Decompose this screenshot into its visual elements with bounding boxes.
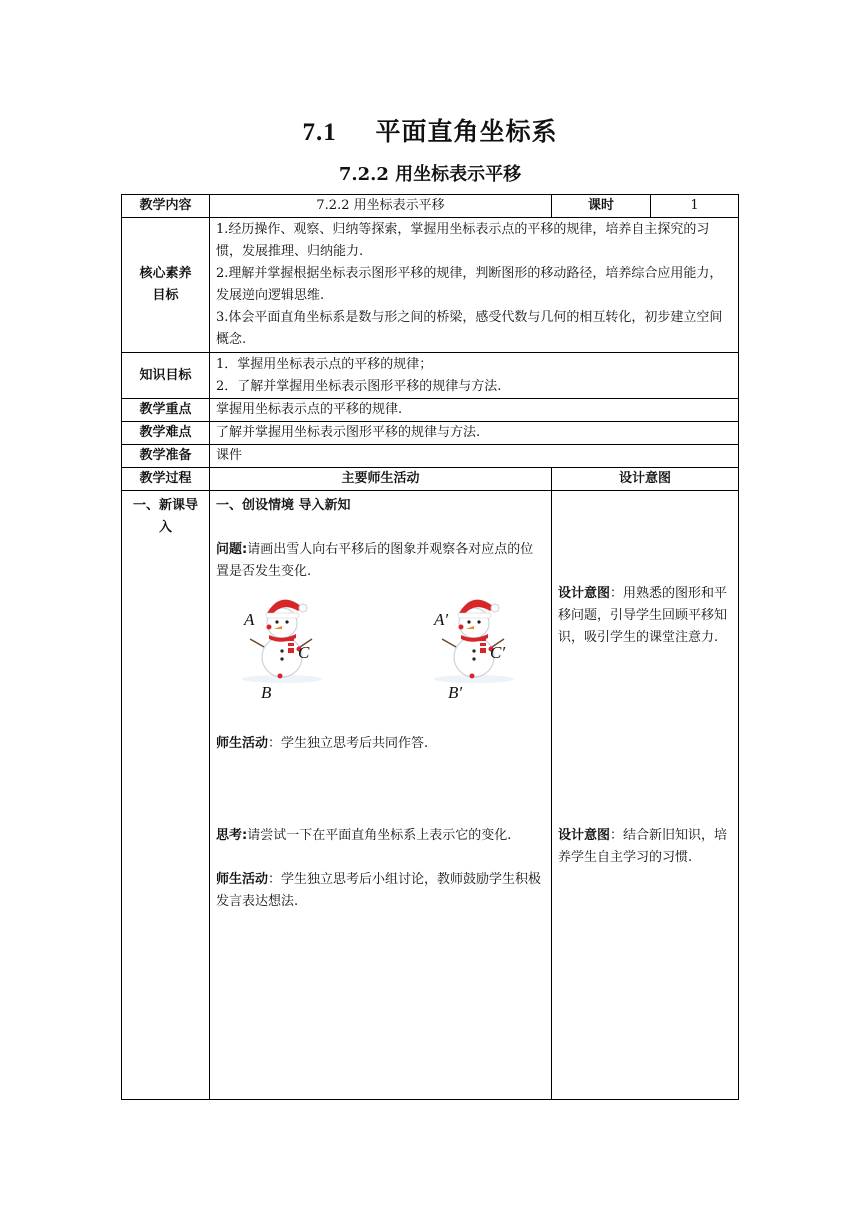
intent-1	[558, 583, 732, 649]
row-process-header	[122, 468, 739, 491]
think	[216, 825, 545, 847]
section1-activity	[210, 491, 552, 1100]
section1-intent	[552, 491, 739, 1100]
knowledge-goals	[210, 353, 739, 399]
core-goal-2: 2.理解并掌握根据坐标表示图形平移的规律，判断图形的移动路径，培养综合应用能力，发展逆向逻辑思维.	[216, 266, 723, 303]
page-subtitle: 7.2.2 用坐标表示平移	[338, 164, 522, 185]
value-period: 1	[651, 195, 739, 218]
label-core	[122, 218, 210, 353]
snowman-left-label-b: B	[261, 683, 272, 702]
snowman-right-label-a: A′	[434, 610, 449, 629]
think-text: 请尝试一下在平面直角坐标系上表示它的变化.	[247, 828, 512, 843]
label-content: 教学内容	[122, 195, 210, 218]
header-activity: 主要师生活动	[210, 468, 552, 491]
value-content: 7.2.2 用坐标表示平移	[210, 195, 552, 218]
intent-1-label: 设计意图	[558, 586, 611, 601]
label-focus: 教学重点	[122, 399, 210, 422]
lesson-plan-table	[121, 194, 739, 1100]
label-core-line1: 核心素养	[139, 266, 192, 281]
snowman-left-label-c: C	[298, 643, 310, 662]
snowman-right-label-c: C′	[490, 643, 506, 662]
section1-heading: 一、创设情境 导入新知	[216, 498, 351, 513]
label-prep: 教学准备	[122, 445, 210, 468]
activity-2-label: 师生活动	[216, 872, 269, 887]
header-intent: 设计意图	[552, 468, 739, 491]
row-knowledge	[122, 353, 739, 399]
knowledge-goal-1: 1．掌握用坐标表示点的平移的规律；	[216, 356, 433, 372]
intent-2-label: 设计意图	[558, 828, 611, 843]
intent-2	[558, 825, 732, 869]
row-difficulty	[122, 422, 739, 445]
question-text: 请画出雪人向右平移后的图象并观察各对应点的位置是否发生变化.	[216, 542, 534, 579]
label-core-line2: 目标	[152, 288, 179, 303]
row-section1	[122, 491, 739, 1100]
question	[216, 539, 545, 583]
question-label: 问题:	[216, 542, 248, 557]
row-content	[122, 195, 739, 218]
intent-2-text: ：结合新旧知识，培养学生自主学习的习惯.	[558, 828, 728, 865]
core-goal-3: 3.体会平面直角坐标系是数与形之间的桥梁，感受代数与几何的相互转化，初步建立空间概念.	[216, 310, 723, 347]
page-title	[0, 112, 860, 148]
label-section1: 一、新课导入	[122, 491, 210, 1100]
row-core	[122, 218, 739, 353]
knowledge-goal-2: 2．了解并掌握用坐标表示图形平移的规律与方法.	[216, 378, 502, 394]
intent-1-text: ：用熟悉的图形和平移问题，引导学生回顾平移知识，吸引学生的课堂注意力.	[558, 586, 728, 645]
activity-1	[216, 733, 545, 755]
core-goal-1: 1.经历操作、观察、归纳等探索，掌握用坐标表示点的平移的规律，培养自主探究的习惯，发展推理、归纳能力.	[216, 222, 710, 259]
label-difficulty: 教学难点	[122, 422, 210, 445]
snowman-right-image	[428, 587, 528, 687]
snowman-figure	[216, 587, 545, 727]
value-focus: 掌握用坐标表示点的平移的规律.	[210, 399, 739, 422]
row-focus	[122, 399, 739, 422]
snowman-right-label-b: B′	[448, 683, 463, 702]
snowman-left-label-a: A	[244, 610, 255, 629]
core-goals	[210, 218, 739, 353]
label-knowledge: 知识目标	[122, 353, 210, 399]
value-difficulty: 了解并掌握用坐标表示图形平移的规律与方法.	[210, 422, 739, 445]
think-label: 思考:	[216, 828, 248, 843]
snowman-left-image	[236, 587, 336, 687]
label-process: 教学过程	[122, 468, 210, 491]
row-prep	[122, 445, 739, 468]
activity-2	[216, 869, 545, 913]
title-number: 7.1	[302, 119, 337, 146]
activity-2-text: ：学生独立思考后小组讨论，教师鼓励学生积极发言表达想法.	[216, 872, 542, 909]
value-prep: 课件	[210, 445, 739, 468]
title-text: 平面直角坐标系	[375, 117, 558, 146]
activity-1-text: ：学生独立思考后共同作答.	[268, 736, 429, 751]
label-period: 课时	[552, 195, 651, 218]
activity-1-label: 师生活动	[216, 736, 269, 751]
